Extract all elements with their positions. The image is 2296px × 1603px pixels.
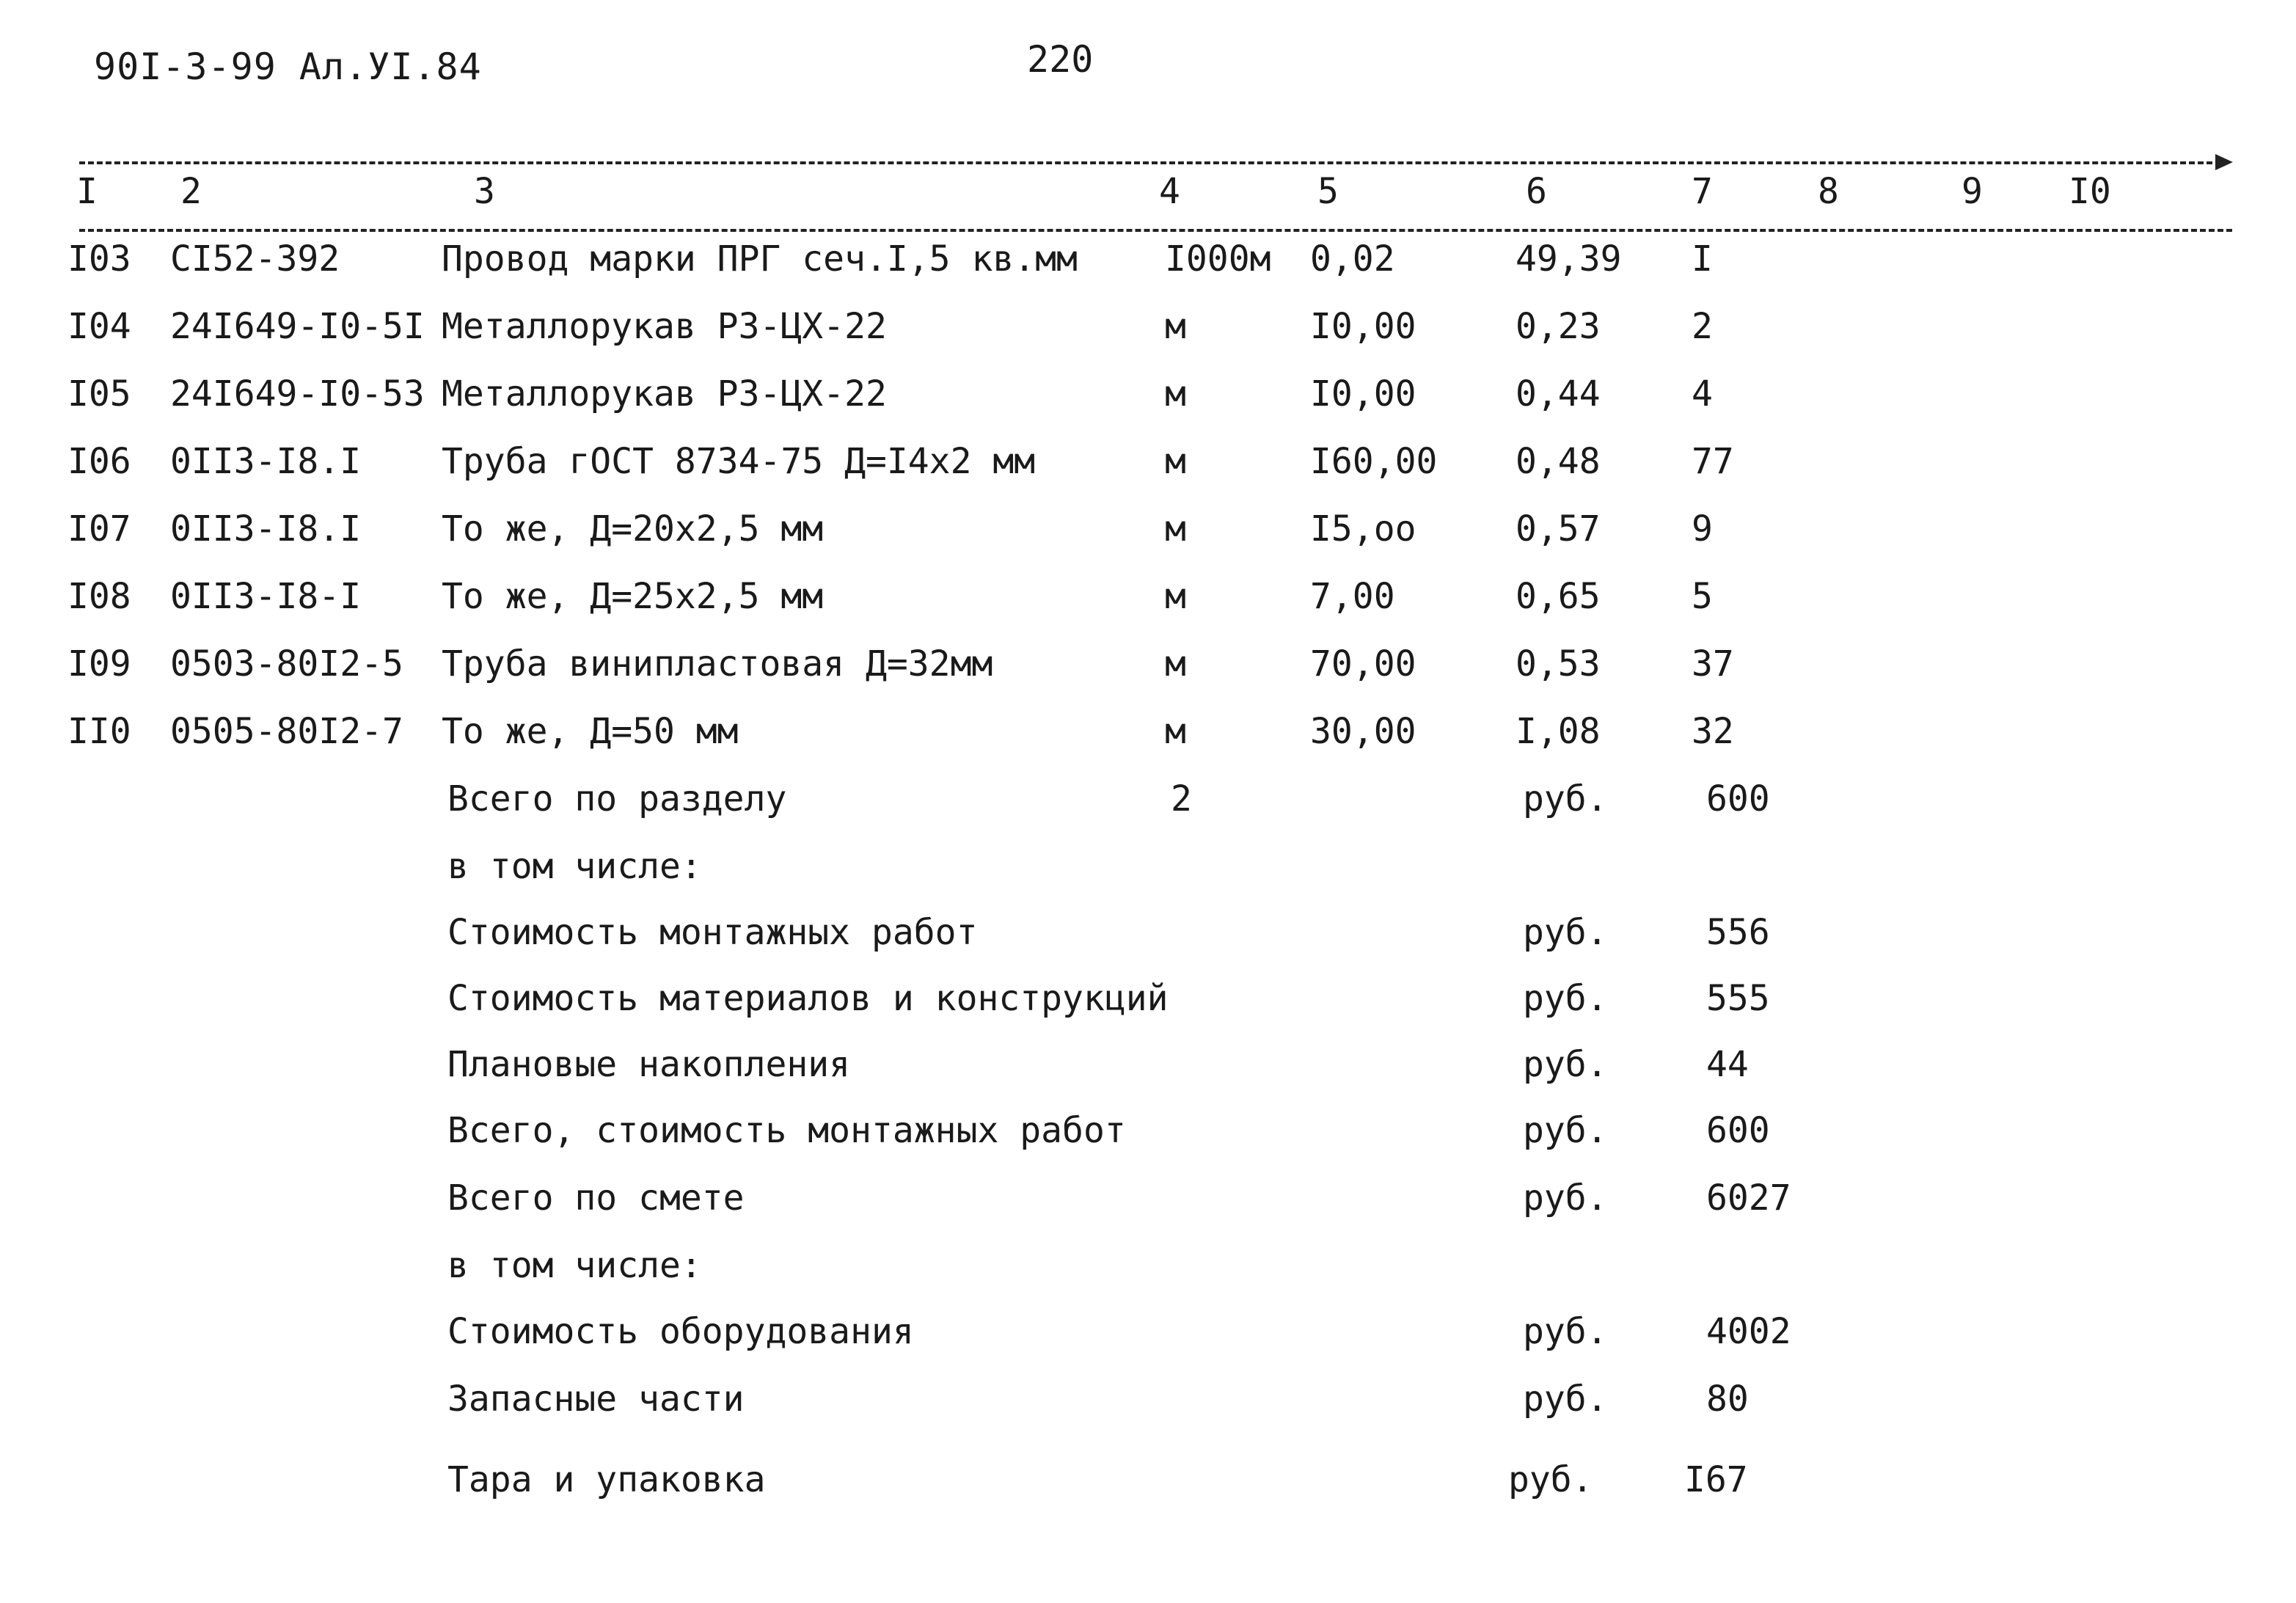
row-number: I04	[67, 306, 131, 347]
row-unit: м	[1165, 441, 1186, 482]
table-row	[0, 503, 2296, 555]
row-code: 0503-80I2-5	[170, 643, 403, 684]
summary-unit: руб.	[1523, 912, 1608, 953]
summary-row	[0, 1172, 2296, 1224]
row-total: 4	[1692, 373, 1713, 415]
row-number: I05	[67, 373, 131, 415]
summary-value: 600	[1706, 778, 1770, 819]
summary-row	[0, 773, 2296, 825]
column-header-8: 8	[1818, 171, 1839, 212]
row-price: 0,65	[1516, 576, 1601, 617]
row-number: I06	[67, 441, 131, 482]
column-header-9: 9	[1962, 171, 1983, 212]
summary-row	[0, 841, 2296, 892]
summary-label: в том числе:	[447, 846, 702, 887]
row-name: Металлорукав РЗ-ЦХ-22	[442, 306, 887, 347]
summary-unit: руб.	[1523, 1177, 1608, 1219]
row-number: I03	[67, 238, 131, 280]
row-total: I	[1692, 238, 1713, 280]
summary-unit: руб.	[1523, 1311, 1608, 1352]
row-total: 5	[1692, 576, 1713, 617]
summary-value: 6027	[1706, 1177, 1791, 1219]
row-quantity: I0,00	[1310, 306, 1416, 347]
row-number: I08	[67, 576, 131, 617]
row-unit: м	[1165, 508, 1186, 549]
row-unit: м	[1165, 576, 1186, 617]
row-price: 0,44	[1516, 373, 1601, 415]
row-total: 2	[1692, 306, 1713, 347]
row-price: 0,57	[1516, 508, 1601, 549]
column-header-7: 7	[1692, 171, 1713, 212]
summary-unit: руб.	[1523, 1044, 1608, 1085]
row-price: 49,39	[1516, 238, 1622, 280]
row-number: II0	[67, 711, 131, 752]
summary-value: 4002	[1706, 1311, 1791, 1352]
top-dashed-rule	[79, 161, 2221, 164]
column-header-3: 3	[474, 171, 495, 212]
header-dashed-rule	[79, 229, 2232, 232]
row-unit: I000м	[1165, 238, 1271, 280]
row-number: I07	[67, 508, 131, 549]
column-header-1: I	[76, 171, 98, 212]
row-name: Труба гОСТ 8734-75 Д=I4х2 мм	[442, 441, 1036, 482]
row-code: 0505-80I2-7	[170, 711, 403, 752]
row-name: То же, Д=50 мм	[442, 711, 739, 752]
summary-section-count: 2	[1171, 778, 1192, 819]
column-header-5: 5	[1317, 171, 1339, 212]
summary-unit: руб.	[1523, 1379, 1608, 1420]
row-unit: м	[1165, 373, 1186, 415]
summary-value: 80	[1706, 1379, 1749, 1420]
summary-label: Стоимость материалов и конструкций	[447, 978, 1169, 1019]
summary-value: 556	[1706, 912, 1770, 953]
table-row	[0, 571, 2296, 622]
summary-label: Стоимость монтажных работ	[447, 912, 978, 953]
summary-label: в том числе:	[447, 1245, 702, 1286]
row-code: 24I649-I0-53	[170, 373, 425, 415]
summary-label: Тара и упаковка	[447, 1459, 766, 1500]
row-total: 9	[1692, 508, 1713, 549]
summary-row	[0, 1105, 2296, 1156]
summary-row	[0, 1240, 2296, 1291]
page-number: 220	[1027, 38, 1094, 81]
table-row	[0, 436, 2296, 487]
row-quantity: 30,00	[1310, 711, 1416, 752]
summary-label: Плановые накопления	[447, 1044, 851, 1085]
row-price: I,08	[1516, 711, 1601, 752]
row-quantity: I60,00	[1310, 441, 1438, 482]
table-row	[0, 301, 2296, 352]
row-name: Труба винипластовая Д=32мм	[442, 643, 993, 684]
row-code: CI52-392	[170, 238, 340, 280]
row-quantity: 0,02	[1310, 238, 1395, 280]
column-header-6: 6	[1526, 171, 1547, 212]
summary-value: 44	[1706, 1044, 1749, 1085]
row-total: 37	[1692, 643, 1734, 684]
row-code: 24I649-I0-5I	[170, 306, 425, 347]
row-name: Металлорукав РЗ-ЦХ-22	[442, 373, 887, 415]
column-header-2: 2	[180, 171, 202, 212]
column-header-4: 4	[1159, 171, 1180, 212]
summary-unit: руб.	[1523, 978, 1608, 1019]
row-quantity: I0,00	[1310, 373, 1416, 415]
row-total: 77	[1692, 441, 1734, 482]
document-code: 90I-3-99 Ал.УI.84	[94, 45, 482, 88]
summary-label: Всего по смете	[447, 1177, 745, 1219]
summary-label: Всего по разделу	[447, 778, 787, 819]
summary-row	[0, 973, 2296, 1024]
summary-row	[0, 1373, 2296, 1425]
summary-unit: руб.	[1508, 1459, 1593, 1500]
row-name: То же, Д=25х2,5 мм	[442, 576, 824, 617]
row-unit: м	[1165, 711, 1186, 752]
summary-value: 600	[1706, 1110, 1770, 1151]
summary-row	[0, 1306, 2296, 1357]
table-row	[0, 706, 2296, 757]
summary-unit: руб.	[1523, 778, 1608, 819]
column-header-10: I0	[2069, 171, 2111, 212]
row-price: 0,53	[1516, 643, 1601, 684]
summary-row	[0, 1454, 2296, 1505]
table-row	[0, 638, 2296, 690]
row-code: 0II3-I8.I	[170, 508, 362, 549]
row-code: 0II3-I8.I	[170, 441, 362, 482]
row-name: Провод марки ПРГ сеч.I,5 кв.мм	[442, 238, 1078, 280]
row-unit: м	[1165, 306, 1186, 347]
row-code: 0II3-I8-I	[170, 576, 362, 617]
row-total: 32	[1692, 711, 1734, 752]
summary-value: 555	[1706, 978, 1770, 1019]
summary-row	[0, 907, 2296, 958]
row-price: 0,48	[1516, 441, 1601, 482]
summary-label: Запасные части	[447, 1379, 745, 1420]
row-quantity: 70,00	[1310, 643, 1416, 684]
table-header-row	[0, 166, 2296, 217]
summary-row	[0, 1039, 2296, 1090]
summary-label: Всего, стоимость монтажных работ	[447, 1110, 1126, 1151]
summary-value: I67	[1684, 1459, 1748, 1500]
summary-unit: руб.	[1523, 1110, 1608, 1151]
row-unit: м	[1165, 643, 1186, 684]
row-name: То же, Д=20х2,5 мм	[442, 508, 824, 549]
row-price: 0,23	[1516, 306, 1601, 347]
row-quantity: 7,00	[1310, 576, 1395, 617]
summary-label: Стоимость оборудования	[447, 1311, 914, 1352]
row-quantity: I5,oo	[1310, 508, 1416, 549]
table-row	[0, 368, 2296, 420]
row-number: I09	[67, 643, 131, 684]
table-row	[0, 233, 2296, 285]
